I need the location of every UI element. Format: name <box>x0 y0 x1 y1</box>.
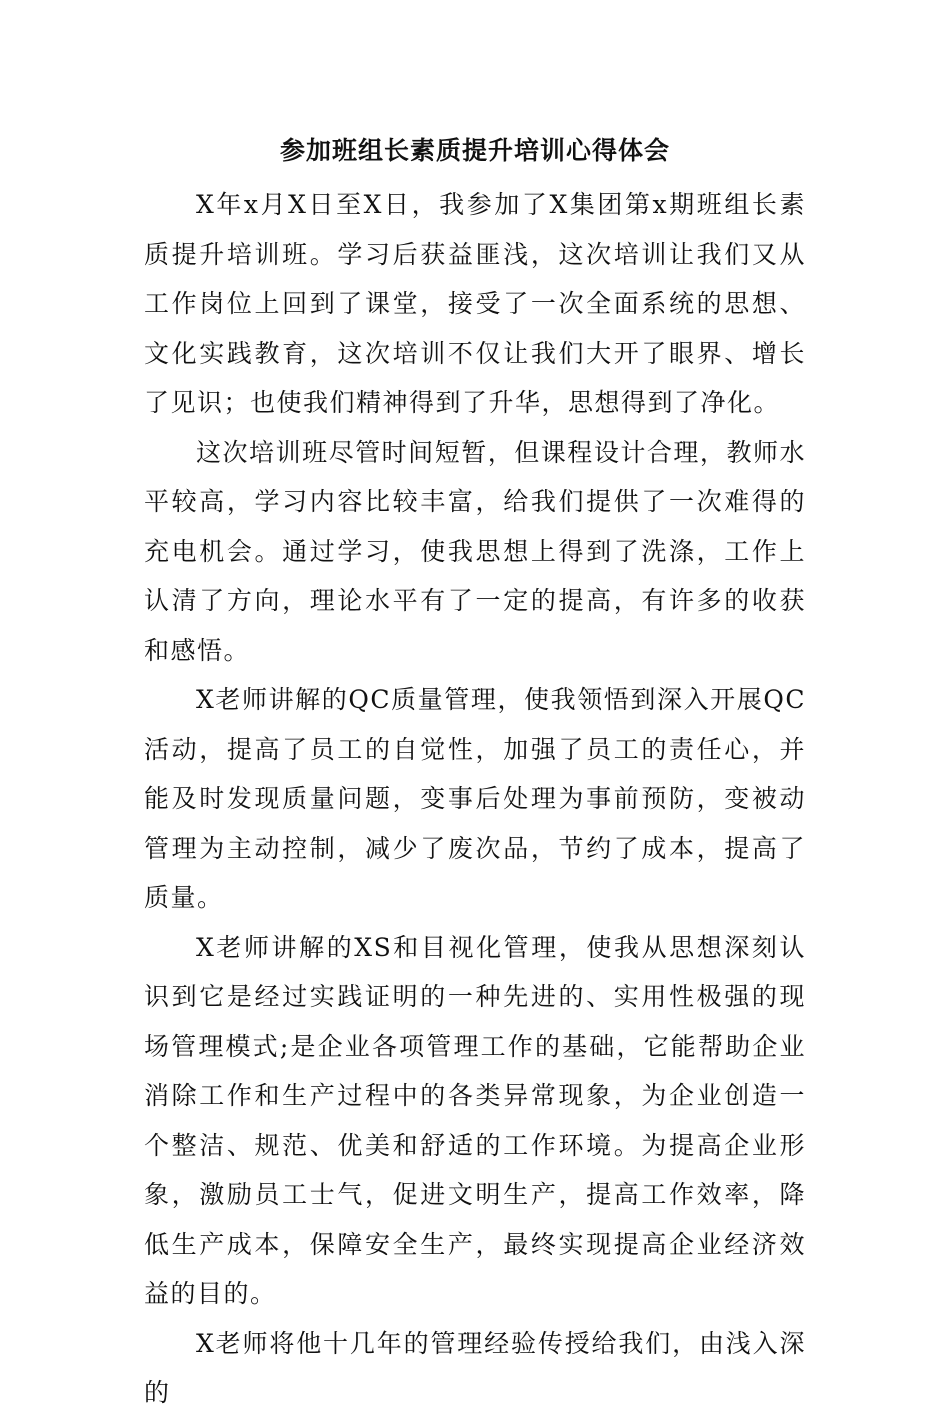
document-title: 参加班组长素质提升培训心得体会 <box>279 136 670 165</box>
paragraph-course-design: 这次培训班尽管时间短暂，但课程设计合理，教师水平较高，学习内容比较丰富，给我们提供了一次难得的充电机会。通过学习，使我思想上得到了洗涤，工作上认清了方向，理论水平有了一定的提高，有许多的收获和感悟。 <box>144 437 806 665</box>
paragraph-qc-management: X老师讲解的QC质量管理，使我领悟到深入开展QC活动，提高了员工的自觉性，加强了员工的责任心，并能及时发现质量问题，变事后处理为事前预防，变被动管理为主动控制，减少了废次品，节约了成本，提高了质量。 <box>144 685 806 912</box>
document-body <box>144 180 806 1418</box>
paragraph-visual-management: X老师讲解的XS和目视化管理，使我从思想深刻认识到它是经过实践证明的一种先进的、实用性极强的现场管理模式;是企业各项管理工作的基础，它能帮助企业消除工作和生产过程中的各类异常现象，为企业创造一个整洁、规范、优美和舒适的工作环境。为提高企业形象，激励员工士气，促进文明生产，提高工作效率，降低生产成本，保障安全生产，最终实现提高企业经济效益的目的。 <box>144 932 806 1308</box>
paragraph-training-overview: X年x月X日至X日，我参加了X集团第x期班组长素质提升培训班。学习后获益匪浅，这次培训让我们又从工作岗位上回到了课堂，接受了一次全面系统的思想、文化实践教育，这次培训不仅让我们大开了眼界、增长了见识；也使我们精神得到了升华，思想得到了净化。 <box>144 190 806 417</box>
paragraph-management-experience: X老师将他十几年的管理经验传授给我们，由浅入深的 <box>144 1328 806 1407</box>
